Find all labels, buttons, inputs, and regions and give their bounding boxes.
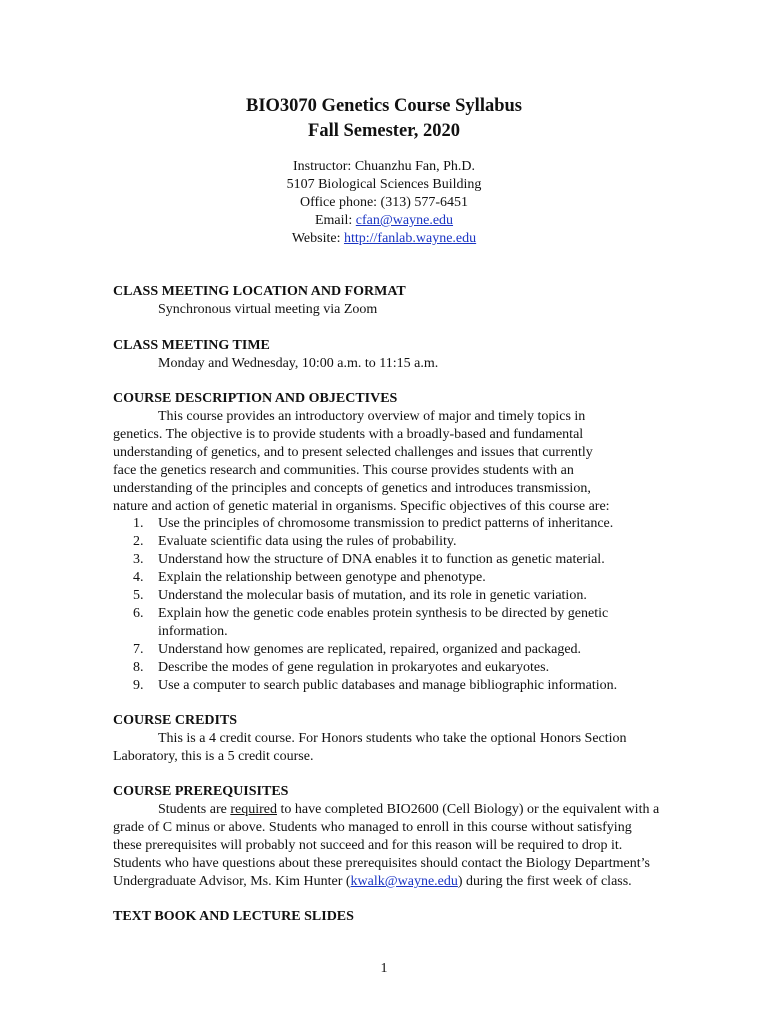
document-title: BIO3070 Genetics Course Syllabus — [246, 96, 522, 116]
email-label: Email: — [314, 213, 356, 228]
description-line: This course provides an introductory overview of major and timely topics in — [158, 409, 586, 424]
semester-title: Fall Semester, 2020 — [308, 121, 460, 141]
description-heading: COURSE DESCRIPTION AND OBJECTIVES — [113, 391, 398, 406]
prereq-text: ) during the first week of class. — [457, 874, 632, 889]
objective-text-continued: information. — [158, 624, 228, 639]
email-line — [0, 213, 768, 229]
objective-number: 9. — [133, 678, 144, 693]
location-text: Synchronous virtual meeting via Zoom — [158, 302, 378, 317]
prereq-line: these prerequisites will probably not succeed and for this reason will be required to drop it. — [113, 838, 623, 853]
objective-number: 6. — [133, 606, 144, 621]
website-line — [0, 231, 768, 247]
prereq-line — [158, 802, 659, 818]
instructor-name: Instructor: Chuanzhu Fan, Ph.D. — [293, 159, 475, 174]
objective-number: 7. — [133, 642, 144, 657]
description-line: understanding of the principles and concepts of genetics and introduces transmission, — [113, 481, 591, 496]
required-emphasis: required — [230, 802, 277, 817]
time-text: Monday and Wednesday, 10:00 a.m. to 11:15 a.m. — [158, 356, 439, 371]
prereq-text: Undergraduate Advisor, Ms. Kim Hunter ( — [113, 874, 351, 889]
credits-heading: COURSE CREDITS — [113, 713, 238, 728]
objective-text: Explain the relationship between genotype and phenotype. — [158, 570, 486, 585]
objective-number: 4. — [133, 570, 144, 585]
time-heading: CLASS MEETING TIME — [113, 338, 270, 353]
description-line: nature and action of genetic material in organisms. Specific objectives of this course are: — [113, 499, 610, 514]
office-phone: Office phone: (313) 577-6451 — [299, 195, 469, 210]
objective-text: Use a computer to search public databases and manage bibliographic information. — [158, 678, 618, 693]
description-line: genetics. The objective is to provide students with a broadly-based and fundamental — [113, 427, 584, 442]
description-line: face the genetics research and communities. This course provides students with an — [113, 463, 574, 478]
objective-number: 8. — [133, 660, 144, 675]
prereq-line: Students who have questions about these prerequisites should contact the Biology Department’s — [113, 856, 650, 871]
credits-line: This is a 4 credit course. For Honors students who take the optional Honors Section — [158, 731, 627, 746]
objective-text: Understand how genomes are replicated, repaired, organized and packaged. — [158, 642, 582, 657]
description-line: understanding of genetics, and to present selected challenges and issues that currently — [113, 445, 593, 460]
page-number: 1 — [380, 961, 388, 976]
prereq-line: grade of C minus or above. Students who managed to enroll in this course without satisfying — [113, 820, 632, 835]
objective-text: Describe the modes of gene regulation in prokaryotes and eukaryotes. — [158, 660, 550, 675]
prereq-text: Students are — [158, 802, 231, 817]
objective-number: 3. — [133, 552, 144, 567]
advisor-email-link[interactable]: kwalk@wayne.edu — [350, 874, 458, 889]
website-label: Website: — [291, 231, 344, 246]
credits-line: Laboratory, this is a 5 credit course. — [113, 749, 314, 764]
location-heading: CLASS MEETING LOCATION AND FORMAT — [113, 284, 406, 299]
prereq-line — [113, 874, 632, 890]
email-link[interactable]: cfan@wayne.edu — [355, 213, 454, 228]
website-link[interactable]: http://fanlab.wayne.edu — [343, 231, 477, 246]
textbook-heading: TEXT BOOK AND LECTURE SLIDES — [113, 909, 354, 924]
objective-text: Use the principles of chromosome transmission to predict patterns of inheritance. — [158, 516, 614, 531]
objective-text: Understand the molecular basis of mutation, and its role in genetic variation. — [158, 588, 587, 603]
objective-text: Understand how the structure of DNA enables it to function as genetic material. — [158, 552, 605, 567]
objective-text: Explain how the genetic code enables protein synthesis to be directed by genetic — [158, 606, 609, 621]
objective-number: 2. — [133, 534, 144, 549]
objective-number: 1. — [133, 516, 144, 531]
objective-number: 5. — [133, 588, 144, 603]
prereq-text: to have completed BIO2600 (Cell Biology) or the equivalent with a — [276, 802, 660, 817]
office-building: 5107 Biological Sciences Building — [286, 177, 482, 192]
prereq-heading: COURSE PREREQUISITES — [113, 784, 289, 799]
objective-text: Evaluate scientific data using the rules of probability. — [158, 534, 457, 549]
